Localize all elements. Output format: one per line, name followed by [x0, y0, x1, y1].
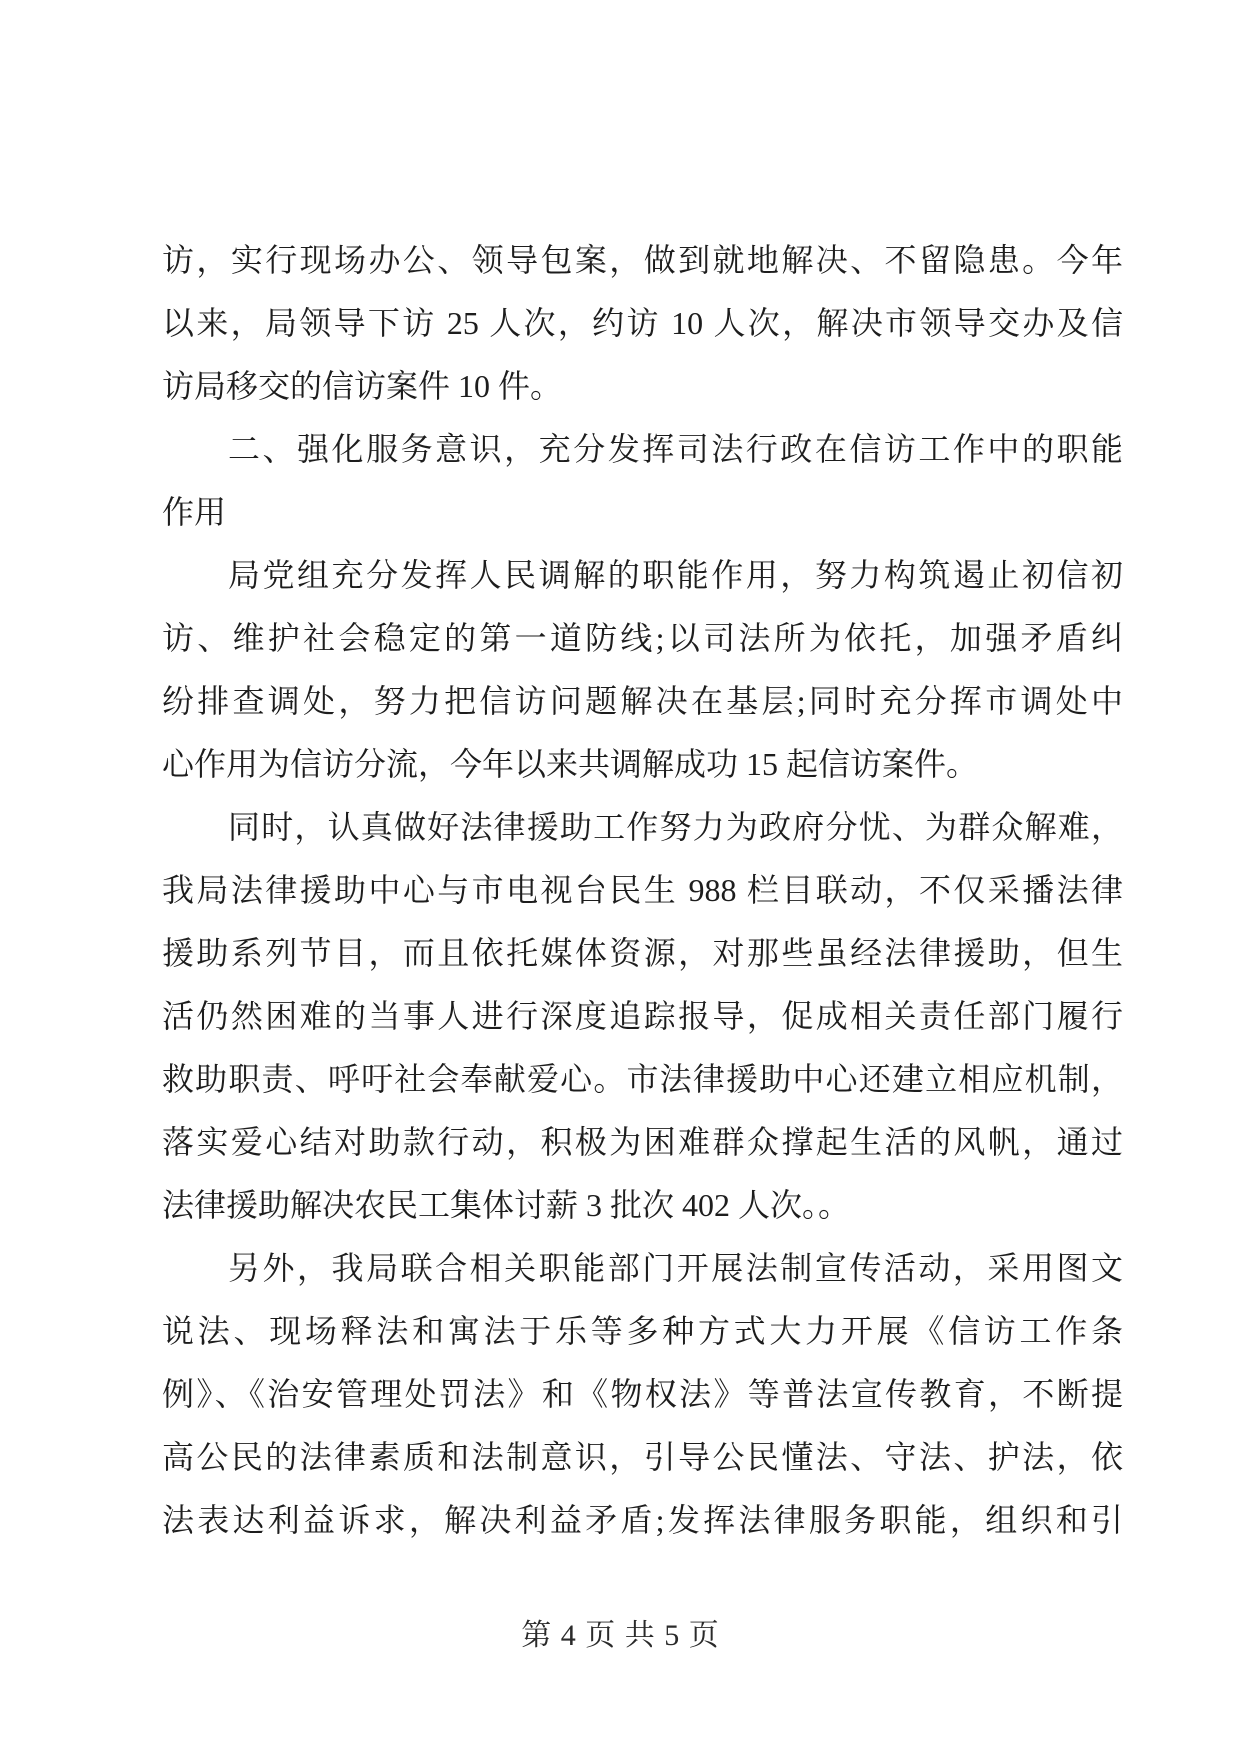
text-line: 另外，我局联合相关职能部门开展法制宣传活动，采用图文 — [228, 1250, 1123, 1286]
text-line: 高公民的法律素质和法制意识，引导公民懂法、守法、护法，依 — [162, 1439, 1123, 1475]
text-line: 落实爱心结对助款行动，积极为困难群众撑起生活的风帆，通过 — [162, 1124, 1123, 1160]
text-line: 访，实行现场办公、领导包案，做到就地解决、不留隐患。今年 — [162, 242, 1123, 278]
page-footer — [0, 1616, 1241, 1656]
text-line: 访局移交的信访案件 10 件。 — [162, 368, 563, 404]
text-line: 纷排查调处，努力把信访问题解决在基层;同时充分挥市调处中 — [162, 683, 1123, 719]
text-line: 二、强化服务意识，充分发挥司法行政在信访工作中的职能 — [228, 431, 1123, 467]
text-line: 法表达利益诉求，解决利益矛盾;发挥法律服务职能，组织和引 — [162, 1502, 1123, 1538]
text-line: 局党组充分发挥人民调解的职能作用，努力构筑遏止初信初 — [228, 557, 1123, 593]
text-line: 以来，局领导下访 25 人次，约访 10 人次，解决市领导交办及信 — [162, 305, 1123, 341]
text-line: 活仍然困难的当事人进行深度追踪报导，促成相关责任部门履行 — [162, 998, 1123, 1034]
text-line: 访、维护社会稳定的第一道防线;以司法所为依托，加强矛盾纠 — [162, 620, 1123, 656]
page-number-label: 第 4 页 共 5 页 — [521, 1619, 720, 1652]
text-line: 我局法律援助中心与市电视台民生 988 栏目联动，不仅采播法律 — [162, 872, 1123, 908]
text-line: 说法、现场释法和寓法于乐等多种方式大力开展《信访工作条 — [162, 1313, 1123, 1349]
text-line: 作用 — [162, 494, 227, 530]
document-body — [162, 229, 1123, 1552]
text-line: 心作用为信访分流，今年以来共调解成功 15 起信访案件。 — [162, 746, 979, 782]
text-line: 例》、《治安管理处罚法》和《物权法》等普法宣传教育，不断提 — [162, 1376, 1123, 1412]
text-line: 救助职责、呼吁社会奉献爱心。市法律援助中心还建立相应机制， — [162, 1061, 1123, 1097]
text-line: 同时，认真做好法律援助工作努力为政府分忧、为群众解难， — [228, 809, 1123, 845]
text-line: 援助系列节目，而且依托媒体资源，对那些虽经法律援助，但生 — [162, 935, 1123, 971]
text-line: 法律援助解决农民工集体讨薪 3 批次 402 人次。。 — [162, 1187, 851, 1223]
